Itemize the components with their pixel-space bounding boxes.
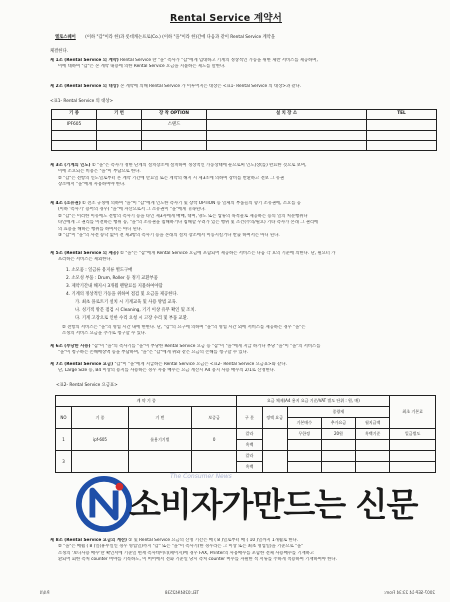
cell-kind: 흑백 <box>237 462 262 473</box>
article-1-label: 제 1조 (Rental Service 의 계약) <box>50 58 119 63</box>
article-1 <box>50 58 435 71</box>
article-1-line-2: 이에 대하여 "갑"은 본 계약 내용에 의한 Rental Service 요금을 지불하는 제도를 말한다. <box>58 64 226 70</box>
th-type: 구 분 <box>237 407 262 429</box>
th-model: 기 종 <box>52 110 97 120</box>
article-5-para-2-line-1: ② 전항의 서비스는 "을"의 영업 시간 내에 한한다. 단, "갑"의 요구에 의하여 "을"의 영업 시간 외에 서비스를 제공하는 경우 "을"은 <box>62 325 306 330</box>
th-deposit: 보증금 <box>191 407 237 429</box>
cell-extra: 20원 <box>321 429 355 440</box>
th-extra-fee: 추가요금 <box>321 418 355 429</box>
cell-option: 스탠드 <box>142 120 207 131</box>
table-row <box>52 120 437 131</box>
article-4-label: 제 4조 (소유권) <box>50 201 81 206</box>
table-row <box>56 451 436 462</box>
cell-min: 일금별도 <box>390 429 436 440</box>
article-7 <box>50 362 435 375</box>
table-row <box>56 429 436 440</box>
th-no: NO <box>56 407 72 429</box>
th-contract-model-group: 계 약 기 종 <box>56 396 237 407</box>
article-8-line-3: 소정의 '보디사용 매수'란 확인서에 기준일 현재 측사데이터(페이지)에 경우 FAX, Printer의 사용매수를 포함한 전체 사용매수를 기재하고 <box>58 550 314 556</box>
article-4-line-2: (이하 '측사기' 용어의 경우) "을"에 자산으로서 그 소유권이 "을"에게 귀속된다. <box>58 207 206 213</box>
th-usage: 종량제 <box>287 407 390 418</box>
cell-kind: 흑백 <box>237 440 262 451</box>
cell-kind: 칼라 <box>237 429 262 440</box>
table-1-caption: <표1- Rental Service 의 대상> <box>50 99 114 104</box>
parties-line <box>55 35 435 41</box>
cell-deposit: 0 <box>191 429 237 451</box>
article-6-line-2: "을"이 청구하는 손해배상액 등을 부담하며, "을"은 "갑"에게 위와 같은 요금의 손해를 청구할 수 있다. <box>58 350 249 356</box>
article-5-item-4: 4. 기계의 정상적인 가동을 위하여 점검 및 요금을 제공한다. <box>66 292 178 297</box>
article-4-line-4: 타인에게 그 권리를 이전하는 행위 등, "을"의 소유권을 침해하거나 침해할 우려가 있는 행위 및 조건(주의/필요) 기타 측사가 본래 그 권리에 <box>58 220 319 226</box>
article-6 <box>50 344 435 357</box>
watermark-text: 소비자가만드는 신문 <box>129 485 418 524</box>
th-model: 기 종 <box>71 407 128 429</box>
article-2-label: 제 2조 (Rental Service 의 대상) <box>50 84 119 89</box>
article-5-subitem-2: 나. 성기적 방문 점검 시 Cleaning, 기기 이상 유무 확인 및 조치. <box>75 308 196 313</box>
cell-kind: 칼라 <box>237 451 262 462</box>
th-fee-system: 요금 체제(A4 용지 요금 기준/VAT 별도 단위 : 원, 매) <box>237 396 390 407</box>
article-3-line-2: 이에 소요되는 비용은 "을"이 부담으로 한다. <box>58 169 141 175</box>
article-4 <box>50 201 435 240</box>
article-5-item-1: 1. 소모품 : 일금류 용지류 별도구매 <box>66 268 133 273</box>
consumer-news-logo-icon <box>75 475 133 533</box>
article-5-line-2: 프러하는 서비스는 제외한다. <box>58 257 112 263</box>
article-4-line-5: 의 효용을 해하는 행위를 하여서는 아니 된다. <box>58 226 143 232</box>
th-location: 설 치 장 소 <box>207 110 367 120</box>
article-8-label: 제 8조 (Rental Service 요금의 계산) <box>50 538 128 543</box>
th-free-count: 기본매수 <box>287 418 321 429</box>
th-total: 월지급액 <box>356 418 390 429</box>
article-7-label: 제 7조 (Rental Service 요금) <box>50 362 114 367</box>
article-5-line-1: ① "을"은 "갑"에게 Rental Service 요금에 포함되어 제공하는 서비스는 다음 각 호의 기준에 의한다. 단, 필요터 가 <box>120 251 336 256</box>
fax-date: 2007-SEP-14 23:34 From: <box>384 590 435 595</box>
article-6-line-1: "갑"이 "을"의 측사기를 "을"이 부당한 Rental Service 요금 등 "갑"이 "을"에게 지급 하거나 부당 "을"이 "을"의 서비스를 <box>91 344 321 349</box>
article-4-line-1: ① 전조 규정에 의하여 "을"이 "갑"에게 인도한 측사기 및 장착 OPTION 등 일체의 부품들의 향기 소유권에, 소요를 응 <box>82 201 301 206</box>
cell-serial: 롤용기기별 <box>129 429 192 451</box>
article-7-line-2: 단, Large Size 등, B4 이상의 용지를 사용하는 경우 사용 매수는 요금 계산시 A4 용지 사용 매수의 2/1로 산정한다. <box>58 368 276 374</box>
article-8-line-2: ② "을"은 매월 ( 8 )일(휴무일인 경우 영업일)까지 "갑" 또는 "을"이 측사기(한 경우라는 그 이상 또는 최초 영업일)을 기준으로 "을" <box>58 544 304 550</box>
article-5-item-3: 3. 제약기간내 해지시 3개월 렌탈료를 지불하여야함 <box>66 284 163 289</box>
fax-page: P.4/4 <box>40 590 50 595</box>
news-watermark <box>75 475 435 535</box>
th-tel: TEL <box>367 110 437 120</box>
article-5-subitem-3: 다. 기계 고장으로 인한 수리 요청 시 고장 수리 및 부품 교환. <box>75 316 189 321</box>
th-base-fee: 정액 요금 <box>262 407 287 429</box>
cell-no: 1 <box>56 429 72 451</box>
rental-target-table <box>51 109 437 151</box>
article-5 <box>50 251 435 264</box>
fax-tel: TEL:0264942538 <box>165 590 199 595</box>
article-6-label: 제 6조 (부당한 사용) <box>50 344 91 349</box>
th-serial: 기 번 <box>97 110 142 120</box>
rental-fee-table <box>55 395 436 473</box>
article-2 <box>50 84 435 90</box>
watermark-english: The Consumer News <box>170 473 232 480</box>
cell-serial <box>97 120 142 131</box>
article-8 <box>50 538 435 564</box>
article-4-line-6: ③ "갑"이 "을"의 사전 승낙 없이 전 제3항의 측사기 등을 본래의 설치 장소에서 이동시킬거나 반출 하여서는 아니 된다. <box>58 233 280 239</box>
article-8-line-4: 환되어 회한 측처 counter 버야를 기록하도, 이 버어에서 전화 기준일 당시 측처 counter 버수를 자필한 적 서류를 주하게 적용하여 기재하여야 한다. <box>58 557 337 563</box>
party-name: 엘로스퀘어 <box>55 35 76 40</box>
article-3-line-3: ② "갑"은 전항의 인도일로부터 본 계약 기간에 만료일 또는 계약의 해지 시 제3조에 의하여 장비를 반환하고 전보 그 유권 <box>58 175 285 181</box>
th-serial: 기 번 <box>129 407 192 429</box>
cell-location <box>207 120 367 131</box>
cell-total: 흑백기준 <box>356 429 390 440</box>
article-1-line-1: Rental Service 란 "을" 측사가 "갑"에게 임대하고 기계의 정상적인 가동을 위한 제반 서비스를 제공하며, <box>120 58 318 63</box>
article-3-label: 제 3조 (기계의 인도) <box>50 163 91 168</box>
table-2-caption: <표2- Rental Service 요금표> <box>56 383 118 388</box>
cell-no: 3 <box>56 451 72 473</box>
article-3-line-4: 장소에서 "을"에게 사용하여야 한다. <box>58 182 126 188</box>
article-5-para-2-line-2: 소정의 서비스 요금을 추가로 청구할 수 있다. <box>62 331 147 337</box>
cell-model: ipf-605 <box>71 429 128 451</box>
article-3-line-1: ① "을"은 측사가 정한 단계의 설치장소에 설치하여 정상적인 가동상태에 둔으로써 인도]상(를) 완료한 것으로 보며, <box>91 163 307 168</box>
article-3 <box>50 163 435 189</box>
article-5-para-2 <box>62 325 435 338</box>
cell-tel <box>367 120 437 131</box>
parties-cont: 체결한다. <box>50 49 68 54</box>
article-2-line: 본 계약에 의해 Rental Service 가 이루어지는 대상은 <표1- Rental Service 의 대상>과 같다. <box>120 84 302 89</box>
document-title: Rental Service 계약서 <box>170 13 282 24</box>
article-5-subitem-1: 가. 최초 플로트기 설치 시 기계교육 및 사용 방법 교육. <box>75 300 178 305</box>
cell-free: 무한정 <box>287 429 321 440</box>
article-5-item-2: 2. 소모성 부품 : Drum, Roller 등 정기 교환부품 <box>66 276 158 281</box>
cell-model: IPF605 <box>52 120 97 131</box>
article-7-line-1: "갑"이 "을"에게 지급하는 Rental Service 요금은 <표2- Rental Service 요금표>와 같다. <box>114 362 287 367</box>
th-min-fee: 최초 기본료 <box>390 396 436 429</box>
article-8-line-1: ① 및 Rental Service 요금의 산정 기간은 매 ( 8 )일로부터 매 ( 10 )일까지 1개월로 한다. <box>128 538 299 543</box>
th-option: 장 착 OPTION <box>142 110 207 120</box>
article-4-line-3: ② "갑"은 이러한 이유에도 전항의 측사기 등을 타인 제3자에게 매매, 대여, 양도 또는 압류의 목적물로 제공하는 등의 일의 처분행위나 <box>58 213 308 219</box>
article-5-label: 제 5조 (Rental Service 의 제공) <box>50 251 119 256</box>
parties-text: (이하 "갑"이라 한)과 롯데캐논프로(Co.) (이하 "을"이라 한)간에 다음과 같이 Rental Service 계약을 <box>85 35 275 40</box>
